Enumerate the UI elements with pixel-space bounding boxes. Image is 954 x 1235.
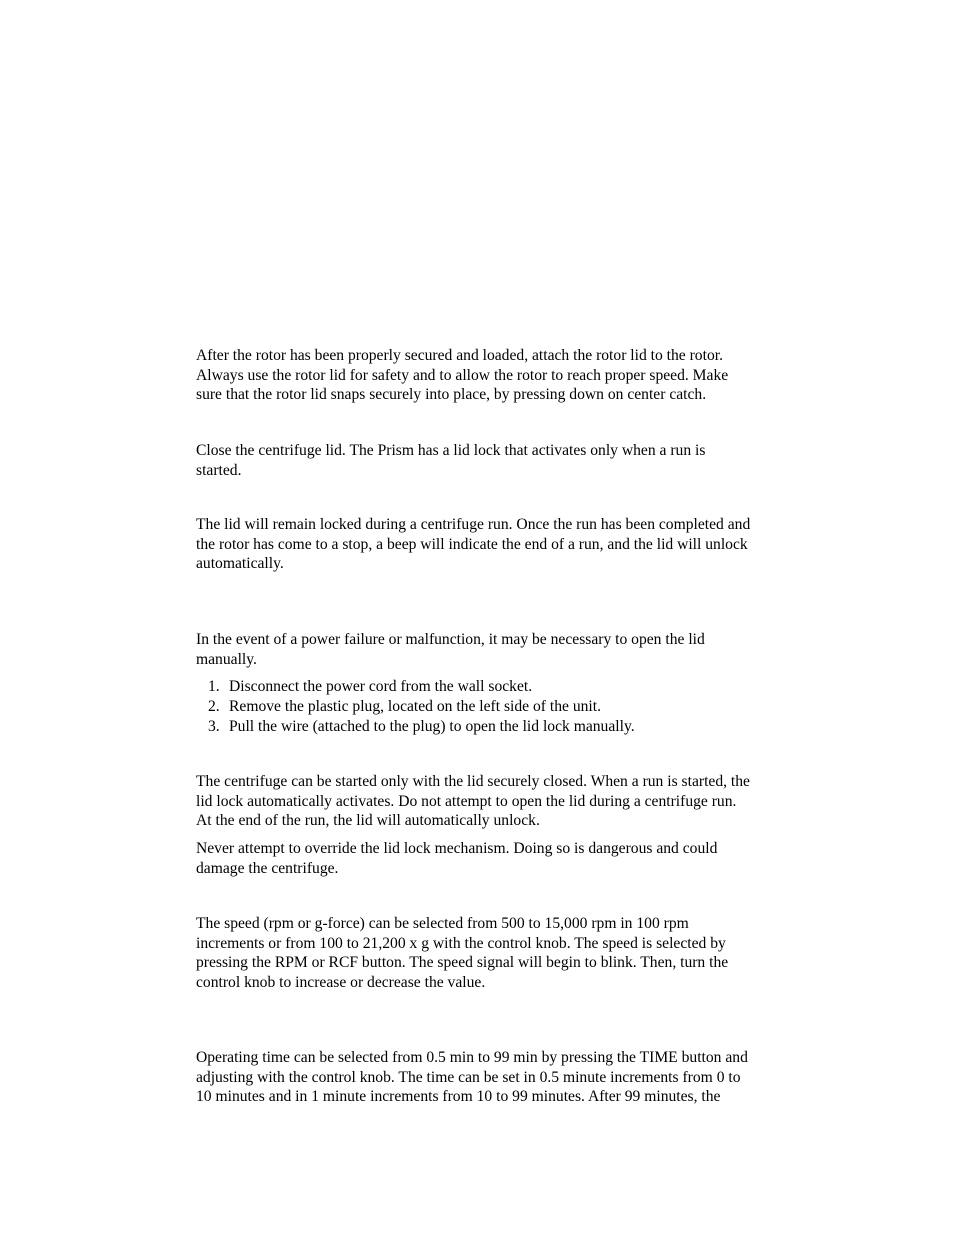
text-line: automatically. [196, 555, 284, 573]
text-line: After the rotor has been properly secured and loaded, attach the rotor lid to the rotor. [196, 347, 723, 364]
text-line: started. [196, 461, 242, 479]
list-item-text: Remove the plastic plug, located on the left side of the unit. [229, 697, 601, 715]
speed-paragraph [196, 914, 826, 993]
text-line: adjusting with the control knob. The time can be set in 0.5 minute increments from 0 to [196, 1068, 741, 1086]
text-line: the rotor has come to a stop, a beep will indicate the end of a run, and the lid will unlock [196, 535, 748, 553]
list-item-number: 1. [208, 678, 220, 695]
power-failure-paragraph [196, 630, 826, 669]
list-item-number: 2. [208, 697, 220, 715]
text-line: control knob to increase or decrease the value. [196, 974, 486, 992]
text-line: Operating time can be selected from 0.5 min to 99 min by pressing the TIME button and [196, 1049, 748, 1066]
text-line: 10 minutes and in 1 minute increments from 10 to 99 minutes. After 99 minutes, the [196, 1088, 721, 1106]
text-line: increments or from 100 to 21,200 x g with the control knob. The speed is selected by [196, 934, 726, 952]
text-line: The centrifuge can be started only with the lid securely closed. When a run is started, the [196, 773, 750, 790]
text-line: Close the centrifuge lid. The Prism has a lid lock that activates only when a run is [196, 442, 706, 459]
text-line: The speed (rpm or g-force) can be selected from 500 to 15,000 rpm in 100 rpm [196, 915, 689, 932]
text-line: lid lock automatically activates. Do not attempt to open the lid during a centrifuge run. [196, 792, 737, 810]
list-item-text: Pull the wire (attached to the plug) to open the lid lock manually. [229, 717, 635, 735]
list-item [208, 717, 828, 737]
text-line: damage the centrifuge. [196, 859, 339, 877]
list-item-number: 3. [208, 717, 220, 735]
text-line: The lid will remain locked during a centrifuge run. Once the run has been completed and [196, 516, 751, 533]
list-item [208, 677, 828, 697]
text-line: Always use the rotor lid for safety and to allow the rotor to reach proper speed. Make [196, 366, 729, 384]
manual-open-steps-list [208, 677, 828, 737]
lid-locked-paragraph [196, 515, 826, 574]
text-line: At the end of the run, the lid will automatically unlock. [196, 812, 540, 830]
start-run-paragraph [196, 772, 826, 831]
list-item [208, 697, 828, 717]
text-line: In the event of a power failure or malfunction, it may be necessary to open the lid [196, 631, 705, 648]
close-lid-paragraph [196, 441, 826, 480]
list-item-text: Disconnect the power cord from the wall socket. [229, 678, 533, 695]
text-line: pressing the RPM or RCF button. The speed signal will begin to blink. Then, turn the [196, 954, 729, 972]
override-warning-paragraph [196, 839, 826, 878]
text-line: Never attempt to override the lid lock mechanism. Doing so is dangerous and could [196, 840, 718, 857]
rotor-lid-paragraph [196, 346, 826, 405]
text-line: manually. [196, 650, 257, 668]
text-line: sure that the rotor lid snaps securely into place, by pressing down on center catch. [196, 386, 707, 404]
time-paragraph [196, 1048, 826, 1107]
